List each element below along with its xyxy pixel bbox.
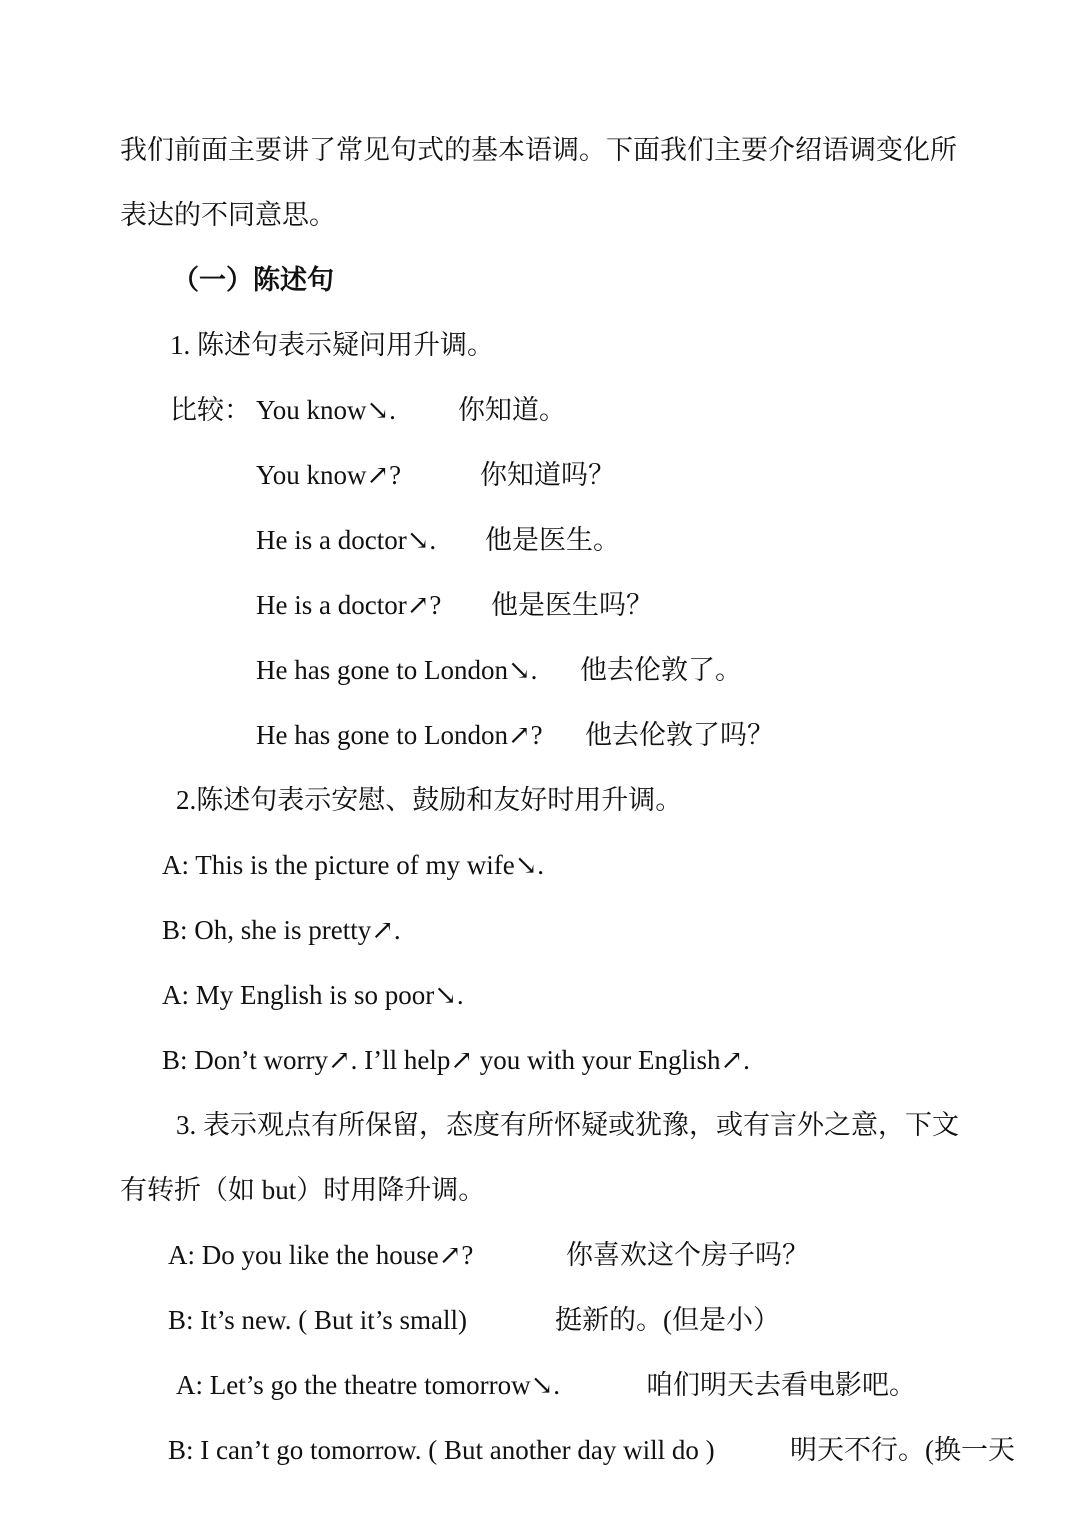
dialogue-line: A: This is the picture of my wife↘. (162, 850, 545, 880)
point3-title-line-1: 3. 表示观点有所保留，态度有所怀疑或犹豫，或有言外之意，下文 (176, 1110, 959, 1140)
example-zh: 他去伦敦了。 (580, 655, 742, 685)
example-en: You know↘. (256, 395, 396, 425)
dialogue-line: B: Oh, she is pretty↗. (162, 915, 401, 945)
dialogue-line: B: Don’t worry↗. I’ll help↗ you with your English↗. (162, 1045, 750, 1075)
example-zh: 你知道。 (458, 395, 566, 425)
point2-title: 2.陈述句表示安慰、鼓励和友好时用升调。 (176, 785, 683, 815)
example-en: He is a doctor↘. (256, 525, 437, 555)
example-en: He is a doctor↗? (256, 590, 442, 620)
compare-label: 比较： (170, 395, 251, 425)
intro-line-2: 表达的不同意思。 (120, 200, 336, 230)
dialogue-en: A: Do you like the house↗? (168, 1240, 474, 1270)
dialogue-en: B: I can’t go tomorrow. ( But another day will do ) (168, 1435, 715, 1465)
dialogue-line: A: My English is so poor↘. (162, 980, 464, 1010)
example-zh: 他是医生。 (485, 525, 620, 555)
section-heading: （一）陈述句 (172, 265, 334, 295)
example-en: He has gone to London↗? (256, 720, 543, 750)
intro-line-1: 我们前面主要讲了常见句式的基本语调。下面我们主要介绍语调变化所 (120, 135, 957, 165)
point1-title: 1. 陈述句表示疑问用升调。 (170, 330, 494, 360)
example-en: He has gone to London↘. (256, 655, 538, 685)
dialogue-zh: 你喜欢这个房子吗？ (566, 1240, 809, 1270)
example-zh: 他去伦敦了吗？ (585, 720, 774, 750)
point3-title-line-2: 有转折（如 but）时用降升调。 (120, 1175, 486, 1205)
dialogue-zh: 挺新的。(但是小） (555, 1305, 780, 1335)
dialogue-en: B: It’s new. ( But it’s small) (168, 1305, 467, 1335)
example-zh: 你知道吗？ (480, 460, 615, 490)
dialogue-zh: 明天不行。(换一天 (790, 1435, 1015, 1465)
dialogue-zh: 咱们明天去看电影吧。 (646, 1370, 916, 1400)
example-en: You know↗? (256, 460, 402, 490)
dialogue-en: A: Let’s go the theatre tomorrow↘. (176, 1370, 561, 1400)
example-zh: 他是医生吗？ (491, 590, 653, 620)
